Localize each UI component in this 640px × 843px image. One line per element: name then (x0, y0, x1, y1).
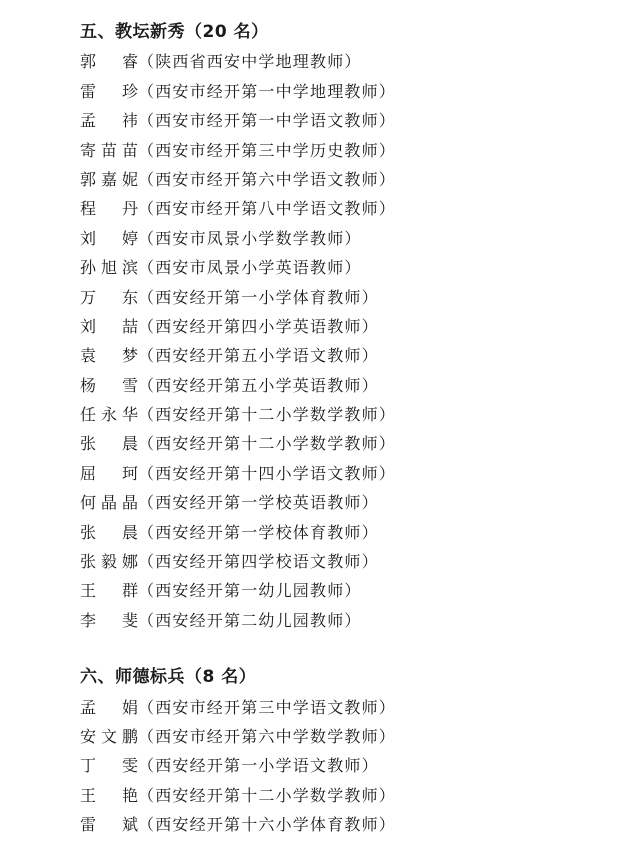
honoree-name: 安文鹏 (80, 726, 138, 746)
honoree-affiliation: （西安市经开第三中学历史教师） (138, 140, 397, 160)
list-item (80, 253, 620, 282)
list-item (80, 400, 620, 429)
list-item (80, 810, 620, 839)
honoree-affiliation: （西安经开第一学校英语教师） (138, 493, 379, 513)
list-item (80, 459, 620, 488)
honoree-affiliation: （西安市经开第三中学语文教师） (138, 697, 397, 717)
honoree-affiliation: （西安市经开第一中学语文教师） (138, 111, 397, 131)
list-item (80, 194, 620, 223)
list-item (80, 693, 620, 722)
list-item (80, 518, 620, 547)
honoree-name: 孟娟 (80, 697, 138, 717)
list-item (80, 283, 620, 312)
honoree-affiliation: （西安经开第十四小学语文教师） (138, 463, 397, 483)
list-item (80, 165, 620, 194)
honoree-name: 李斐 (80, 610, 138, 630)
honoree-name: 郭睿 (80, 52, 138, 72)
list-item (80, 576, 620, 605)
list-item (80, 77, 620, 106)
honoree-name: 王艳 (80, 785, 138, 805)
section-teaching-newcomers (80, 18, 620, 635)
honoree-name: 屈珂 (80, 463, 138, 483)
honoree-list (80, 47, 620, 635)
honoree-affiliation: （西安经开第一小学体育教师） (138, 287, 379, 307)
list-item (80, 429, 620, 458)
honoree-name: 张晨 (80, 522, 138, 542)
honoree-name: 杨雪 (80, 375, 138, 395)
honoree-name: 丁雯 (80, 756, 138, 776)
honoree-name: 雷珍 (80, 81, 138, 101)
honoree-name: 万东 (80, 287, 138, 307)
honoree-name: 张晨 (80, 434, 138, 454)
honoree-affiliation: （西安经开第十二小学数学教师） (138, 785, 397, 805)
honoree-affiliation: （西安市经开第六中学语文教师） (138, 169, 397, 189)
honoree-name: 王群 (80, 581, 138, 601)
list-item (80, 312, 620, 341)
document-page (80, 18, 620, 840)
honoree-affiliation: （西安市凤景小学英语教师） (138, 258, 362, 278)
honoree-name: 何晶晶 (80, 493, 138, 513)
honoree-name: 任永华 (80, 405, 138, 425)
honoree-affiliation: （西安经开第一小学语文教师） (138, 756, 379, 776)
list-item (80, 136, 620, 165)
list-item (80, 341, 620, 370)
list-item (80, 781, 620, 810)
list-item (80, 488, 620, 517)
list-item (80, 606, 620, 635)
honoree-affiliation: （西安市经开第六中学数学教师） (138, 726, 397, 746)
honoree-name: 刘喆 (80, 316, 138, 336)
honoree-name: 张毅娜 (80, 552, 138, 572)
honoree-affiliation: （西安经开第一幼儿园教师） (138, 581, 362, 601)
section-title: 六、师德标兵（8 名） (80, 667, 257, 688)
list-item (80, 547, 620, 576)
honoree-affiliation: （西安经开第四学校语文教师） (138, 552, 379, 572)
honoree-affiliation: （西安市经开第一中学地理教师） (138, 81, 397, 101)
honoree-name: 孙旭滨 (80, 258, 138, 278)
honoree-affiliation: （西安经开第十六小学体育教师） (138, 815, 397, 835)
honoree-name: 郭嘉妮 (80, 169, 138, 189)
honoree-affiliation: （西安经开第一学校体育教师） (138, 522, 379, 542)
section-ethics-models (80, 663, 620, 839)
honoree-affiliation: （西安经开第五小学语文教师） (138, 346, 379, 366)
honoree-affiliation: （西安市经开第八中学语文教师） (138, 199, 397, 219)
honoree-affiliation: （西安经开第二幼儿园教师） (138, 610, 362, 630)
honoree-affiliation: （西安经开第十二小学数学教师） (138, 434, 397, 454)
honoree-name: 雷斌 (80, 815, 138, 835)
honoree-name: 寄苗苗 (80, 140, 138, 160)
list-item (80, 47, 620, 76)
section-title: 五、教坛新秀（20 名） (80, 22, 269, 42)
honoree-name: 程丹 (80, 199, 138, 219)
list-item (80, 371, 620, 400)
honoree-name: 刘婷 (80, 228, 138, 248)
honoree-name: 袁梦 (80, 346, 138, 366)
list-item (80, 106, 620, 135)
honoree-list (80, 693, 620, 840)
list-item (80, 751, 620, 780)
honoree-affiliation: （西安经开第十二小学数学教师） (138, 405, 397, 425)
list-item (80, 224, 620, 253)
list-item (80, 722, 620, 751)
honoree-affiliation: （西安经开第四小学英语教师） (138, 316, 379, 336)
honoree-affiliation: （陕西省西安中学地理教师） (138, 52, 362, 72)
honoree-name: 孟祎 (80, 111, 138, 131)
honoree-affiliation: （西安经开第五小学英语教师） (138, 375, 379, 395)
honoree-affiliation: （西安市凤景小学数学教师） (138, 228, 362, 248)
